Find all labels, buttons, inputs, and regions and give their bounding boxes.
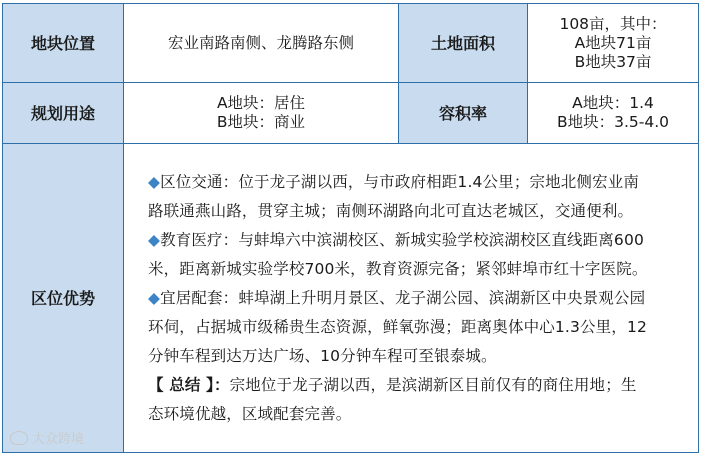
paragraph-line: 宗地位于龙子湖以西，是滨湖新区目前仅有的商住用地；生 [229, 376, 637, 394]
cloud-logo-icon [10, 431, 28, 445]
area-label-text: 土地面积 [430, 33, 495, 53]
paragraph-line: 路联通燕山路，贯穿主城；南侧环湖路向北可直达老城区，交通便利。 [148, 202, 634, 220]
location-value [124, 4, 399, 83]
paragraph-line: 区位交通：位于龙子湖以西，与市政府相距1.4公里；宗地北侧宏业南 [160, 173, 640, 191]
area-value-line: 108亩，其中： [559, 14, 667, 33]
diamond-bullet-icon: ◆ [148, 231, 161, 249]
advantage-label [3, 144, 124, 452]
far-value-line: B地块：3.5-4.0 [556, 113, 670, 131]
watermark-text: 大众跨境 [32, 432, 85, 447]
area-value-line: B地块37亩 [574, 52, 652, 71]
usage-value-line: A地块：居住 [216, 94, 306, 112]
location-value-text: 宏业南路南侧、龙腾路东侧 [167, 33, 354, 52]
paragraph-line: 态环境优越，区域配套完善。 [148, 405, 352, 423]
paragraph-line: 米，距离新城实验学校700米，教育资源完备；紧邻蚌埠市红十字医院。 [148, 260, 648, 278]
summary-label: 【 总结 】： [148, 376, 230, 394]
location-label [3, 4, 124, 83]
advantage-label-text: 区位优势 [30, 288, 95, 308]
usage-value-line: B地块：商业 [216, 113, 306, 131]
usage-label [3, 83, 124, 144]
location-label-text: 地块位置 [30, 33, 95, 53]
land-info-table [2, 3, 699, 453]
amenities-paragraph [148, 284, 648, 313]
usage-value [124, 83, 399, 144]
watermark [10, 428, 84, 447]
far-value [528, 83, 698, 144]
advantage-text [148, 168, 648, 429]
paragraph-line: 分钟车程到达万达广场、10分钟车程可至银泰城。 [148, 347, 497, 365]
area-label [399, 4, 528, 83]
diamond-bullet-icon: ◆ [148, 289, 161, 307]
summary-paragraph [148, 371, 648, 400]
area-value [528, 4, 698, 83]
area-value-line: A地块71亩 [574, 33, 652, 52]
far-label [399, 83, 528, 144]
paragraph-line: 环伺，占据城市级稀贵生态资源，鲜氧弥漫；距离奥体中心1.3公里，12 [148, 318, 647, 336]
far-value-line: A地块：1.4 [572, 94, 654, 112]
advantage-content [124, 144, 698, 452]
paragraph-line: 教育医疗：与蚌埠六中滨湖校区、新城实验学校滨湖校区直线距离600 [160, 231, 644, 249]
transport-paragraph [148, 168, 648, 197]
education-paragraph [148, 226, 648, 255]
paragraph-line: 宜居配套：蚌埠湖上升明月景区、龙子湖公园、滨湖新区中央景观公园 [160, 289, 646, 307]
far-label-text: 容积率 [438, 103, 487, 123]
usage-label-text: 规划用途 [30, 103, 95, 123]
diamond-bullet-icon: ◆ [148, 173, 161, 191]
